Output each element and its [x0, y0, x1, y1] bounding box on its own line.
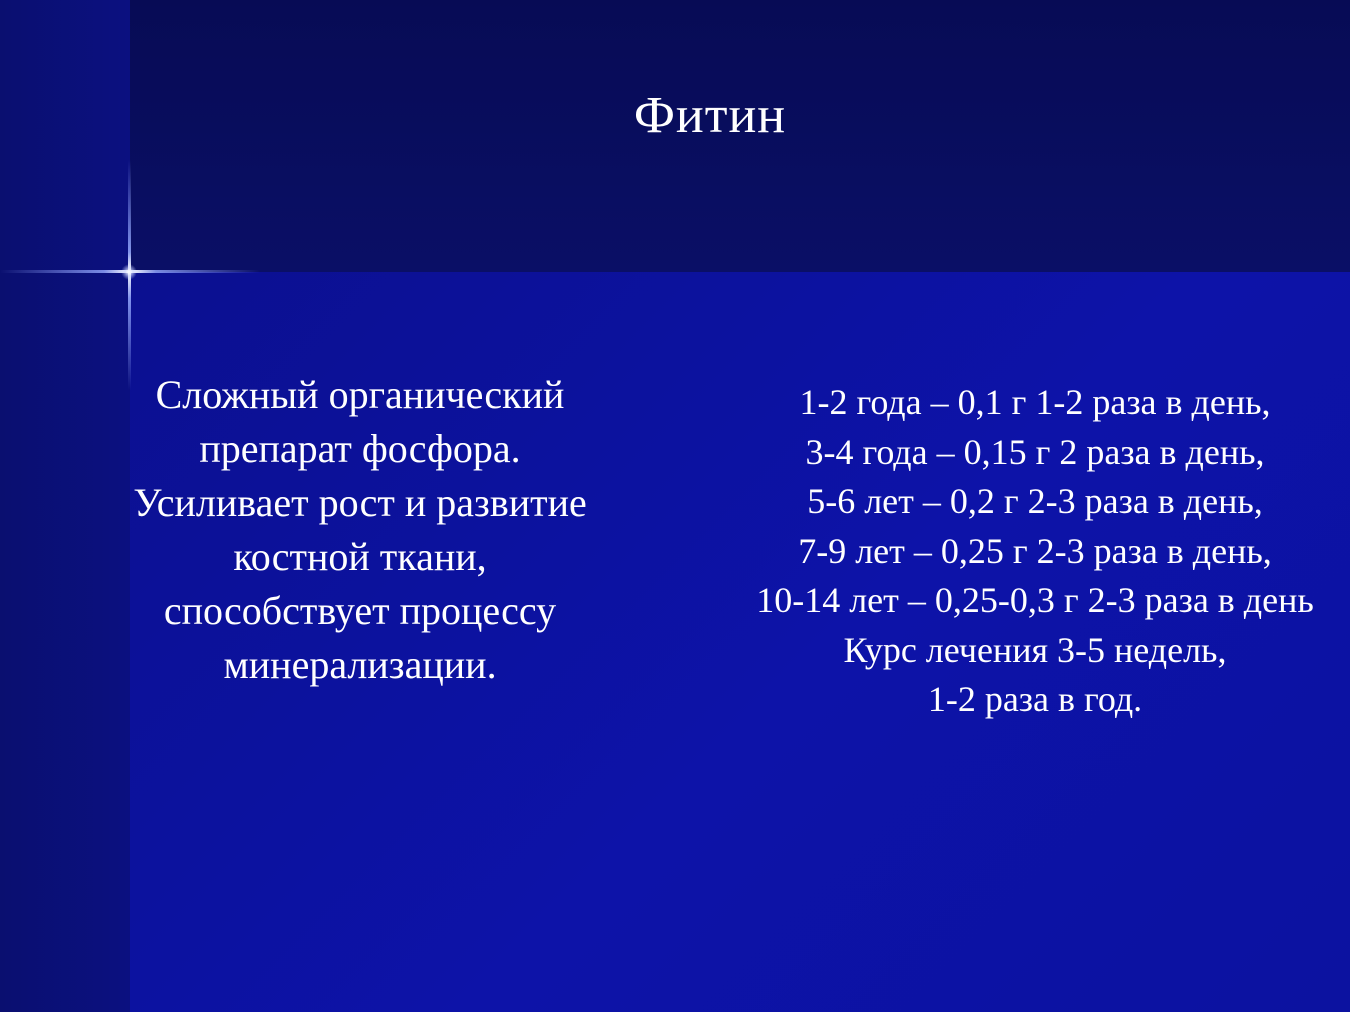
- description-line: минерализации.: [223, 642, 497, 687]
- course-line: 1-2 раза в год.: [927, 679, 1143, 719]
- dosage-line: 10-14 лет – 0,25-0,3 г 2-3 раза в день: [756, 580, 1314, 620]
- dosage-line: 1-2 года – 0,1 г 1-2 раза в день,: [799, 382, 1271, 422]
- description-line: Сложный органический: [155, 372, 565, 417]
- dosage-line: 3-4 года – 0,15 г 2 раза в день,: [805, 431, 1265, 472]
- description-line: костной ткани,: [233, 534, 487, 579]
- description-line: Усиливает рост и развитие: [133, 480, 587, 525]
- slide-title: Фитин: [633, 87, 787, 144]
- description-line: препарат фосфора.: [199, 426, 521, 471]
- dosage-line: 7-9 лет – 0,25 г 2-3 раза в день,: [798, 530, 1272, 571]
- description-text: [60, 368, 660, 692]
- dosage-line: 5-6 лет – 0,2 г 2-3 раза в день,: [807, 481, 1263, 521]
- sparkle-star-icon: [121, 264, 137, 280]
- description-line: способствует процессу: [163, 588, 557, 633]
- dosage-list: [700, 378, 1350, 725]
- course-line: Курс лечения 3-5 недель,: [843, 629, 1227, 670]
